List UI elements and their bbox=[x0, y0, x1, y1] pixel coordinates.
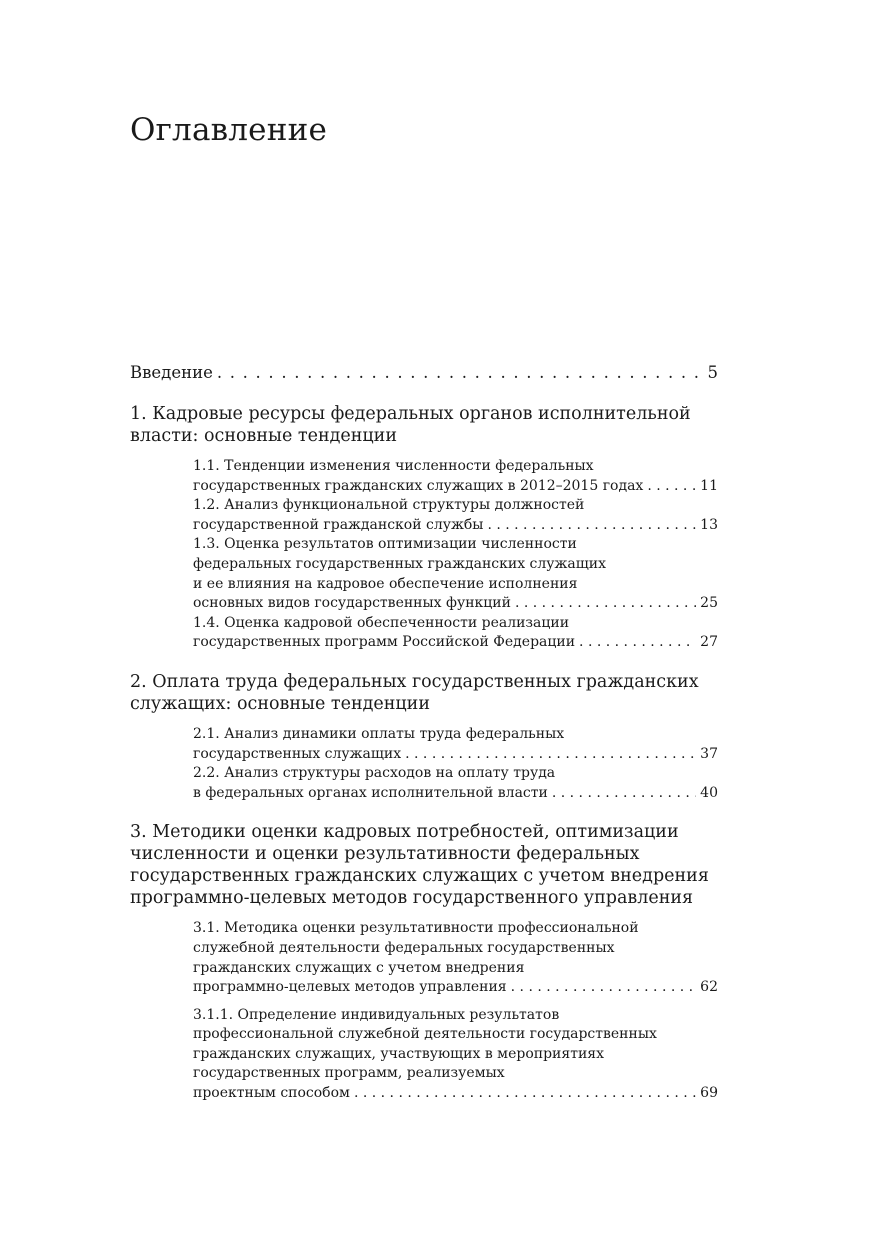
page-number: 40 bbox=[700, 784, 718, 801]
toc-section-3 bbox=[130, 821, 718, 1103]
toc-section-1 bbox=[130, 403, 718, 653]
section-title[interactable]: 1. Кадровые ресурсы федеральных органов исполнительной власти: основные тенденции bbox=[130, 404, 691, 446]
page-number: 62 bbox=[700, 979, 718, 996]
page-number: 25 bbox=[700, 595, 718, 612]
page-number: 13 bbox=[700, 516, 718, 533]
dot-leader bbox=[405, 745, 696, 765]
page-number: 5 bbox=[707, 363, 718, 382]
page-number: 11 bbox=[700, 477, 718, 494]
toc-entry-3-1[interactable]: 3.1. Методика оценки результативности профессиональной служебной деятельности федеральных государственных гражданских служащих с учетом внедрения программно-целевых методов управления . . . 62 bbox=[193, 919, 718, 997]
dot-leader bbox=[515, 594, 696, 614]
page-number: 37 bbox=[700, 745, 718, 762]
page-title: Оглавление bbox=[130, 112, 327, 148]
dot-leader bbox=[511, 978, 697, 998]
section-title[interactable]: 2. Оплата труда федеральных государственных гражданских служащих: основные тенденции bbox=[130, 671, 699, 714]
dot-leader bbox=[647, 477, 696, 497]
toc-entry-2-1[interactable]: 2.1. Анализ динамики оплаты труда федеральных государственных служащих . . . 37 bbox=[193, 725, 718, 764]
toc-section-2 bbox=[130, 671, 718, 803]
dot-leader bbox=[552, 784, 696, 804]
section-title[interactable]: 3. Методики оценки кадровых потребностей, оптимизации численности и оценки результативности федеральных государственных гражданских служащих с учетом внедрения программно-целевых методов государственного управления bbox=[130, 822, 709, 909]
dot-leader bbox=[487, 516, 696, 536]
dot-leader bbox=[354, 1084, 696, 1104]
toc-entry-1-2[interactable]: 1.2. Анализ функциональной структуры должностей государственной гражданской службы . . . 13 bbox=[193, 496, 718, 535]
page-number: 27 bbox=[700, 634, 718, 651]
toc-entry-2-2[interactable]: 2.2. Анализ структуры расходов на оплату труда в федеральных органах исполнительной власти . . . 40 bbox=[193, 764, 718, 803]
table-of-contents bbox=[130, 362, 718, 1104]
toc-entry-label: Введение bbox=[130, 363, 213, 382]
page-number: 69 bbox=[700, 1085, 718, 1102]
toc-entry-intro[interactable] bbox=[130, 362, 718, 384]
toc-entry-3-1-1[interactable]: 3.1.1. Определение индивидуальных результатов профессиональной служебной деятельности государственных гражданских служащих, участвующих в мероприятиях государственных программ, реализуемых проектным способом . . . 69 bbox=[193, 1006, 718, 1104]
toc-entry-1-4[interactable]: 1.4. Оценка кадровой обеспеченности реализации государственных программ Российской Федерации . . . 27 bbox=[193, 614, 718, 653]
toc-entry-1-3[interactable]: 1.3. Оценка результатов оптимизации численности федеральных государственных гражданских служащих и ее влияния на кадровое обеспечение исполнения основных видов государственных функций . . . 25 bbox=[193, 535, 718, 613]
dot-leader bbox=[579, 633, 696, 653]
toc-entry-1-1[interactable]: 1.1. Тенденции изменения численности федеральных государственных гражданских служащих в 2012–2015 годах . . . 11 bbox=[193, 457, 718, 496]
dot-leader bbox=[217, 362, 704, 384]
